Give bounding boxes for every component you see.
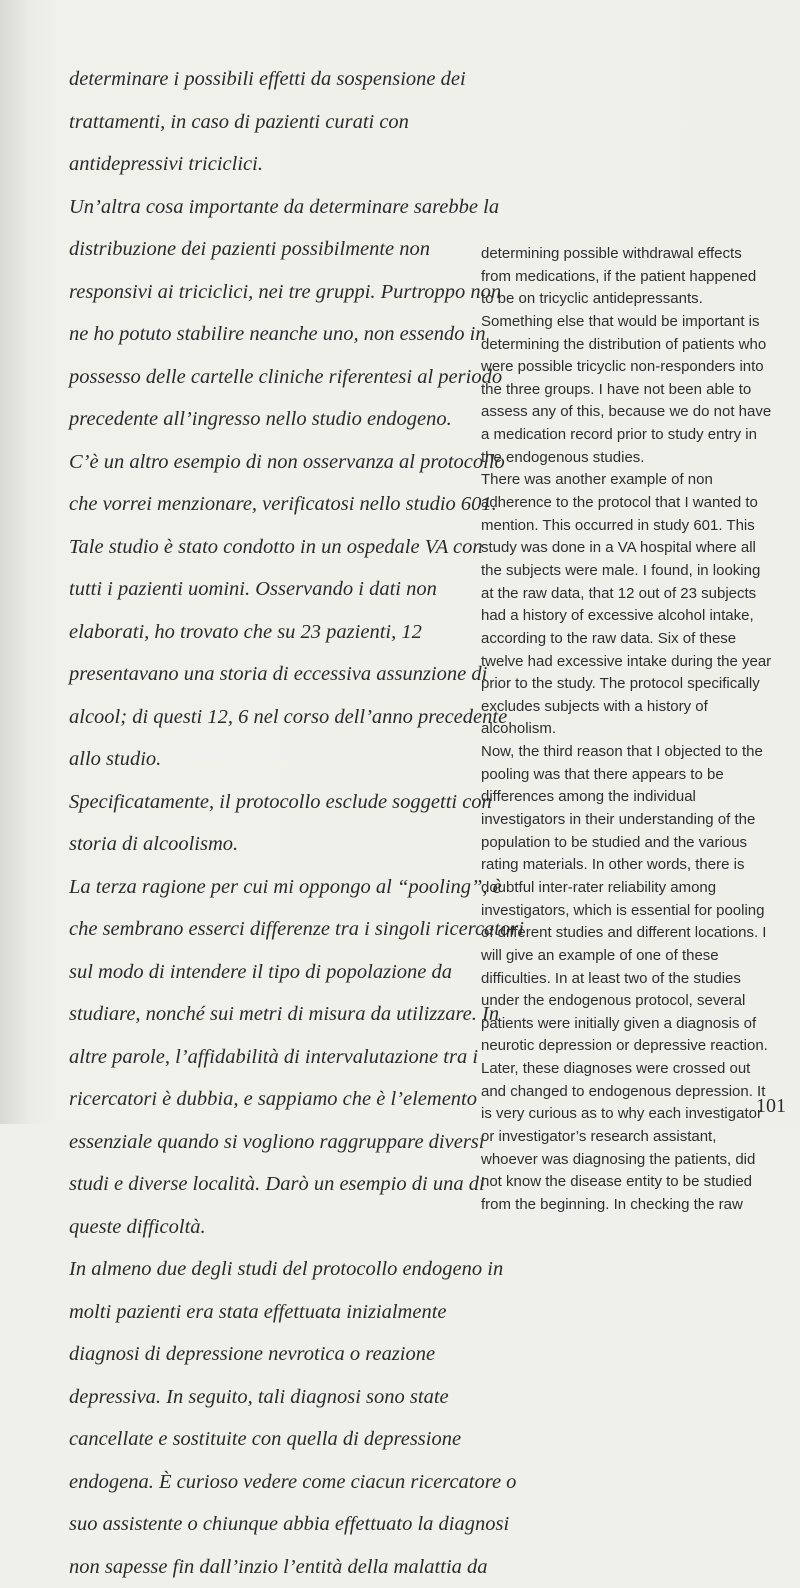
italian-text-line: molti pazienti era stata effettuata inizialmente <box>69 1291 464 1334</box>
english-text-line: and changed to endogenous depression. It <box>481 1081 793 1104</box>
english-text-line: doubtful inter-rater reliability among <box>481 877 793 900</box>
english-text-line: from the beginning. In checking the raw <box>481 1194 793 1217</box>
english-text-line: investigators, which is essential for pooling <box>481 900 793 923</box>
page-number: 101 <box>756 1095 786 1118</box>
italian-text-line: Un’altra cosa importante da determinare sarebbe la <box>69 186 464 229</box>
english-text-line: prior to the study. The protocol specifically <box>481 673 793 696</box>
english-text-line: whoever was diagnosing the patients, did <box>481 1149 793 1172</box>
italian-text-line: non sapesse fin dall’inzio l’entità della malattia da <box>69 1546 464 1588</box>
italian-text-line: allo studio. <box>69 738 464 781</box>
english-text-line: twelve had excessive intake during the year <box>481 651 793 674</box>
english-text-line: differences among the individual <box>481 786 793 809</box>
italian-text-line: possesso delle cartelle cliniche riferentesi al periodo <box>69 356 464 399</box>
english-text-line: from medications, if the patient happened <box>481 266 793 289</box>
italian-text-line: precedente all’ingresso nello studio endogeno. <box>69 398 464 441</box>
english-text-line: to be on tricyclic antidepressants. <box>481 288 793 311</box>
english-text-line: patients were initially given a diagnosis of <box>481 1013 793 1036</box>
english-text-line: under the endogenous protocol, several <box>481 990 793 1013</box>
english-text-line: or investigator’s research assistant, <box>481 1126 793 1149</box>
english-text-line: study was done in a VA hospital where all <box>481 537 793 560</box>
italian-text-column <box>69 58 464 1588</box>
italian-text-line: altre parole, l’affidabilità di intervalutazione tra i <box>69 1036 464 1079</box>
italian-text-line: distribuzione dei pazienti possibilmente non <box>69 228 464 271</box>
english-text-line: is very curious as to why each investigator <box>481 1103 793 1126</box>
english-text-line: alcoholism. <box>481 718 793 741</box>
english-text-line: at the raw data, that 12 out of 23 subjects <box>481 583 793 606</box>
italian-text-line: storia di alcoolismo. <box>69 823 464 866</box>
english-text-line: were possible tricyclic non-responders into <box>481 356 793 379</box>
italian-text-line: responsivi ai triciclici, nei tre gruppi. Purtroppo non <box>69 271 464 314</box>
italian-text-line: che sembrano esserci differenze tra i singoli ricercatori <box>69 908 464 951</box>
english-text-line: rating materials. In other words, there is <box>481 854 793 877</box>
italian-text-line: studi e diverse località. Darò un esempio di una di <box>69 1163 464 1206</box>
english-text-line: the three groups. I have not been able to <box>481 379 793 402</box>
english-text-line: investigators in their understanding of the <box>481 809 793 832</box>
italian-text-line: trattamenti, in caso di pazienti curati con <box>69 101 464 144</box>
italian-text-line: tutti i pazienti uomini. Osservando i dati non <box>69 568 464 611</box>
english-text-line: will give an example of one of these <box>481 945 793 968</box>
english-text-line: mention. This occurred in study 601. This <box>481 515 793 538</box>
english-text-line: of different studies and different locations. I <box>481 922 793 945</box>
english-text-line: neurotic depression or depressive reaction. <box>481 1035 793 1058</box>
english-text-line: excludes subjects with a history of <box>481 696 793 719</box>
english-text-column <box>481 243 793 1217</box>
english-text-line: according to the raw data. Six of these <box>481 628 793 651</box>
italian-text-line: studiare, nonché sui metri di misura da utilizzare. In <box>69 993 464 1036</box>
italian-text-line: endogena. È curioso vedere come ciacun ricercatore o <box>69 1461 464 1504</box>
italian-text-line: essenziale quando si vogliono raggruppare diversi <box>69 1121 464 1164</box>
italian-text-line: alcool; di questi 12, 6 nel corso dell’anno precedente <box>69 696 464 739</box>
italian-text-line: presentavano una storia di eccessiva assunzione di <box>69 653 464 696</box>
italian-text-line: queste difficoltà. <box>69 1206 464 1249</box>
italian-text-line: diagnosi di depressione nevrotica o reazione <box>69 1333 464 1376</box>
english-text-line: adherence to the protocol that I wanted to <box>481 492 793 515</box>
english-text-line: had a history of excessive alcohol intake, <box>481 605 793 628</box>
english-text-line: pooling was that there appears to be <box>481 764 793 787</box>
italian-text-line: Tale studio è stato condotto in un ospedale VA con <box>69 526 464 569</box>
english-text-line: There was another example of non <box>481 469 793 492</box>
italian-text-line: C’è un altro esempio di non osservanza al protocollo <box>69 441 464 484</box>
italian-text-line: elaborati, ho trovato che su 23 pazienti, 12 <box>69 611 464 654</box>
english-text-line: Now, the third reason that I objected to the <box>481 741 793 764</box>
italian-text-line: depressiva. In seguito, tali diagnosi sono state <box>69 1376 464 1419</box>
english-text-line: determining the distribution of patients who <box>481 334 793 357</box>
italian-text-line: La terza ragione per cui mi oppongo al “pooling”, è <box>69 866 464 909</box>
italian-text-line: ne ho potuto stabilire neanche uno, non essendo in <box>69 313 464 356</box>
italian-text-line: che vorrei menzionare, verificatosi nello studio 601. <box>69 483 464 526</box>
english-text-line: the subjects were male. I found, in looking <box>481 560 793 583</box>
english-text-line: population to be studied and the various <box>481 832 793 855</box>
italian-text-line: antidepressivi triciclici. <box>69 143 464 186</box>
english-text-line: a medication record prior to study entry in <box>481 424 793 447</box>
italian-text-line: In almeno due degli studi del protocollo endogeno in <box>69 1248 464 1291</box>
english-text-line: difficulties. In at least two of the studies <box>481 968 793 991</box>
italian-text-line: sul modo di intendere il tipo di popolazione da <box>69 951 464 994</box>
english-text-line: Something else that would be important is <box>481 311 793 334</box>
italian-text-line: Specificatamente, il protocollo esclude soggetti con <box>69 781 464 824</box>
italian-text-line: ricercatori è dubbia, e sappiamo che è l’elemento <box>69 1078 464 1121</box>
english-text-line: Later, these diagnoses were crossed out <box>481 1058 793 1081</box>
english-text-line: the endogenous studies. <box>481 447 793 470</box>
italian-text-line: suo assistente o chiunque abbia effettuato la diagnosi <box>69 1503 464 1546</box>
english-text-line: not know the disease entity to be studied <box>481 1171 793 1194</box>
english-text-line: determining possible withdrawal effects <box>481 243 793 266</box>
italian-text-line: determinare i possibili effetti da sospensione dei <box>69 58 464 101</box>
english-text-line: assess any of this, because we do not have <box>481 401 793 424</box>
italian-text-line: cancellate e sostituite con quella di depressione <box>69 1418 464 1461</box>
